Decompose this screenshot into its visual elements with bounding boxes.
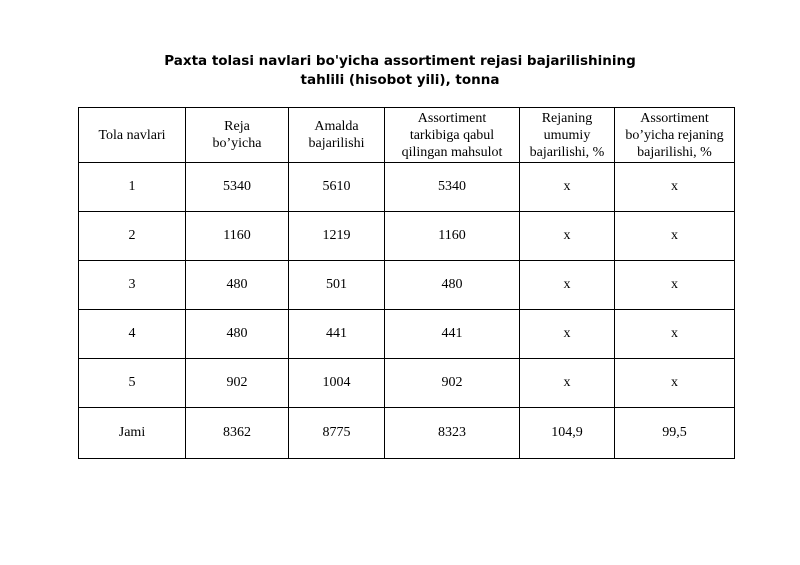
table-row (79, 261, 735, 310)
table-row (79, 359, 735, 408)
table-cell: 8362 (186, 408, 289, 459)
header-tola-navlari (79, 108, 186, 163)
table-cell: 1 (79, 163, 186, 212)
table-cell: x (520, 261, 615, 310)
table-cell: x (520, 359, 615, 408)
header-text: bo’yicha rejaning (625, 127, 724, 143)
table-cell: 902 (385, 359, 520, 408)
header-text: bo’yicha (212, 136, 262, 151)
table-cell: 1004 (289, 359, 385, 408)
header-reja-boyicha (186, 108, 289, 163)
table-cell: 902 (186, 359, 289, 408)
table-cell: 99,5 (615, 408, 735, 459)
header-text: Reja (224, 119, 250, 134)
header-text: Amalda (314, 119, 359, 134)
table-cell: 441 (289, 310, 385, 359)
table-cell: 8323 (385, 408, 520, 459)
table-row (79, 310, 735, 359)
table-header-row (79, 108, 735, 163)
table-cell: x (615, 261, 735, 310)
header-text: Rejaning (541, 110, 593, 126)
table-cell: 5610 (289, 163, 385, 212)
header-text: Assortiment (640, 110, 709, 126)
header-text: Tola navlari (98, 127, 166, 143)
table-row-total (79, 408, 735, 459)
table-cell: 480 (186, 310, 289, 359)
header-amalda-bajarilishi (289, 108, 385, 163)
header-text: tarkibiga qabul (409, 127, 495, 143)
table-title (0, 52, 800, 90)
table-cell: 480 (385, 261, 520, 310)
table-cell: 480 (186, 261, 289, 310)
table-cell: x (520, 163, 615, 212)
table-cell: 1160 (186, 212, 289, 261)
header-text: qilingan mahsulot (401, 144, 503, 160)
table-cell: x (615, 359, 735, 408)
table-cell: 5340 (186, 163, 289, 212)
table-cell: 1219 (289, 212, 385, 261)
table-cell: x (520, 310, 615, 359)
header-text: umumiy (543, 127, 591, 143)
table-cell: 4 (79, 310, 186, 359)
table-row (79, 163, 735, 212)
header-text: Assortiment (417, 110, 487, 126)
table-cell: 1160 (385, 212, 520, 261)
table-cell: 2 (79, 212, 186, 261)
header-text: bajarilishi (308, 136, 365, 151)
table-cell: x (615, 310, 735, 359)
table-cell: Jami (79, 408, 186, 459)
table-cell: 5340 (385, 163, 520, 212)
table-title-line-2: tahlili (hisobot yili), tonna (300, 72, 500, 88)
table-cell: 3 (79, 261, 186, 310)
table-cell: 441 (385, 310, 520, 359)
table-cell: x (615, 212, 735, 261)
header-text: bajarilishi, % (529, 144, 605, 160)
table-cell: 5 (79, 359, 186, 408)
table-cell: 501 (289, 261, 385, 310)
table-cell: x (615, 163, 735, 212)
table-cell: 8775 (289, 408, 385, 459)
header-assortiment-tarkibiga (385, 108, 520, 163)
header-assortiment-boyicha (615, 108, 735, 163)
assortment-plan-table (78, 107, 735, 459)
table-row (79, 212, 735, 261)
table-title-line-1: Paxta tolasi navlari bo'yicha assortiment rejasi bajarilishining (164, 53, 636, 69)
table-cell: 104,9 (520, 408, 615, 459)
header-text: bajarilishi, % (637, 144, 712, 160)
header-rejaning-umumiy (520, 108, 615, 163)
table-cell: x (520, 212, 615, 261)
